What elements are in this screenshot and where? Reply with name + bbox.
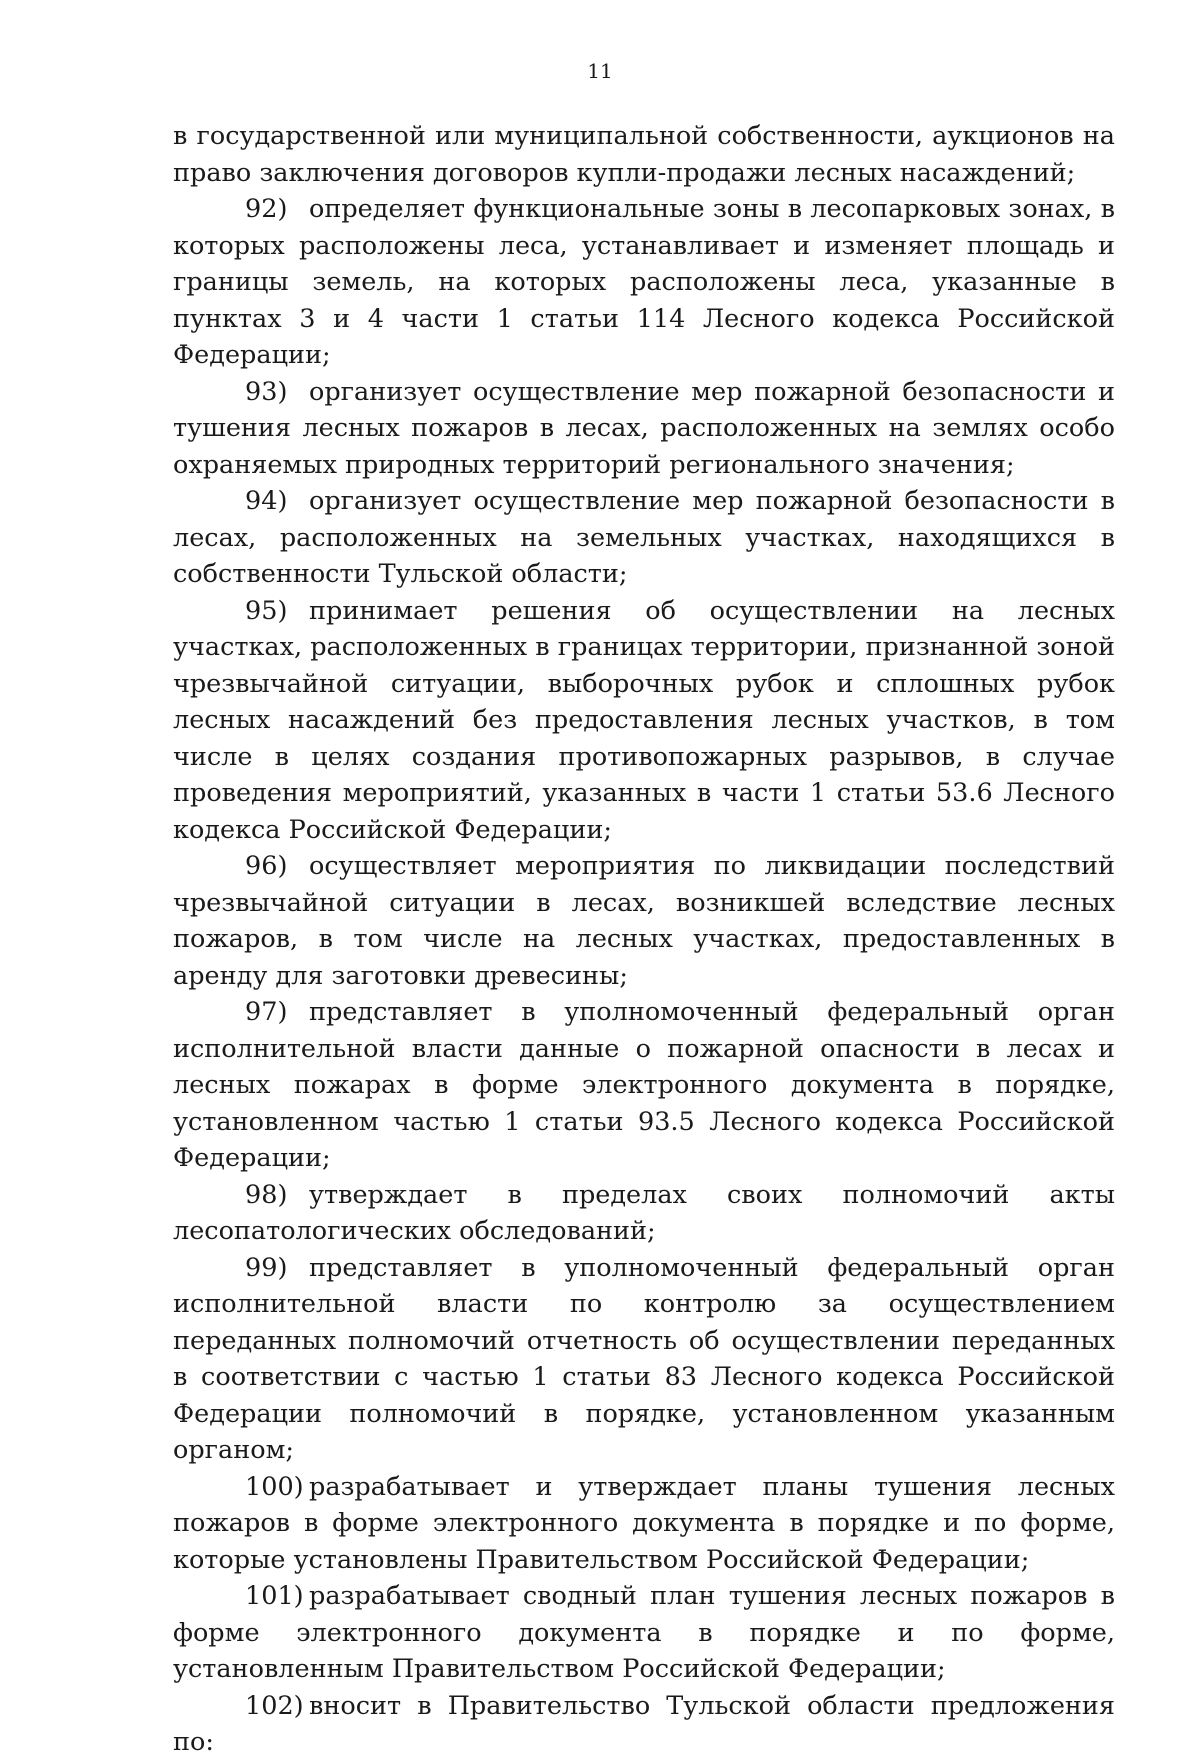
- list-item-97: [173, 994, 1115, 1177]
- list-item-93: [173, 374, 1115, 484]
- item-number: 98): [245, 1179, 288, 1210]
- item-number: 99): [245, 1252, 288, 1283]
- page-number: 11: [587, 59, 613, 83]
- item-text: вносит в Правительство Тульской области предложения по:: [173, 1690, 1115, 1757]
- item-text: утверждает в пределах своих полномочий акты лесопатологических обследований;: [173, 1179, 1115, 1246]
- item-number: 92): [245, 194, 288, 224]
- item-number: 101): [245, 1581, 304, 1611]
- item-text: организует осуществление мер пожарной безопасности в лесах, расположенных на земельных участках, находящихся в собственности Тульской области;: [173, 486, 1115, 589]
- item-text: разрабатывает сводный план тушения лесных пожаров в форме электронного документа в порядке и по форме, установленным Правительством Российской Федерации;: [173, 1581, 1115, 1684]
- item-text: представляет в уполномоченный федеральный орган исполнительной власти данные о пожарной опасности в лесах и лесных пожарах в форме электронного документа в порядке, установленном частью 1 статьи 93.5 Лесного кодекса Российской Федерации;: [173, 997, 1115, 1173]
- item-text: разрабатывает и утверждает планы тушения лесных пожаров в форме электронного документа в порядке и по форме, которые установлены Правительством Российской Федерации;: [173, 1471, 1115, 1575]
- document-body: [173, 118, 1115, 1761]
- item-number: 93): [245, 376, 288, 407]
- list-item-101: [173, 1578, 1115, 1688]
- item-text: организует осуществление мер пожарной безопасности и тушения лесных пожаров в лесах, расположенных на землях особо охраняемых природных территорий регионального значения;: [173, 376, 1115, 480]
- item-number: 102): [245, 1690, 304, 1721]
- list-item-96: [173, 848, 1115, 994]
- list-item-102: [173, 1688, 1115, 1761]
- item-number: 94): [245, 486, 288, 516]
- item-text: принимает решения об осуществлении на лесных участках, расположенных в границах территории, признанной зоной чрезвычайной ситуации, выборочных рубок и сплошных рубок лесных насаждений без предоставления лесных участков, в том числе в целях создания противопожарных разрывов, в случае проведения мероприятий, указанных в части 1 статьи 53.6 Лесного кодекса Российской Федерации;: [173, 595, 1115, 845]
- item-text: осуществляет мероприятия по ликвидации последствий чрезвычайной ситуации в лесах, возникшей вследствие лесных пожаров, в том числе на лесных участках, предоставленных в аренду для заготовки древесины;: [173, 851, 1115, 991]
- item-number: 100): [245, 1471, 304, 1502]
- intro-paragraph: в государственной или муниципальной собственности, аукционов на право заключения договоров купли-продажи лесных насаждений;: [173, 121, 1115, 188]
- item-number: 96): [245, 851, 288, 881]
- item-text: представляет в уполномоченный федеральный орган исполнительной власти по контролю за осуществлением переданных полномочий отчетность об осуществлении переданных в соответствии с частью 1 статьи 83 Лесного кодекса Российской Федерации полномочий в порядке, установленном указанным органом;: [173, 1252, 1115, 1465]
- list-item-94: [173, 483, 1115, 593]
- list-item-99: [173, 1250, 1115, 1469]
- list-item-92: [173, 191, 1115, 374]
- item-text: определяет функциональные зоны в лесопарковых зонах, в которых расположены леса, устанавливает и изменяет площадь и границы земель, на которых расположены леса, указанные в пунктах 3 и 4 части 1 статьи 114 Лесного кодекса Российской Федерации;: [173, 194, 1115, 370]
- list-item-100: [173, 1469, 1115, 1579]
- list-item-98: [173, 1177, 1115, 1250]
- item-number: 95): [245, 595, 288, 626]
- item-number: 97): [245, 997, 288, 1027]
- list-item-95: [173, 593, 1115, 849]
